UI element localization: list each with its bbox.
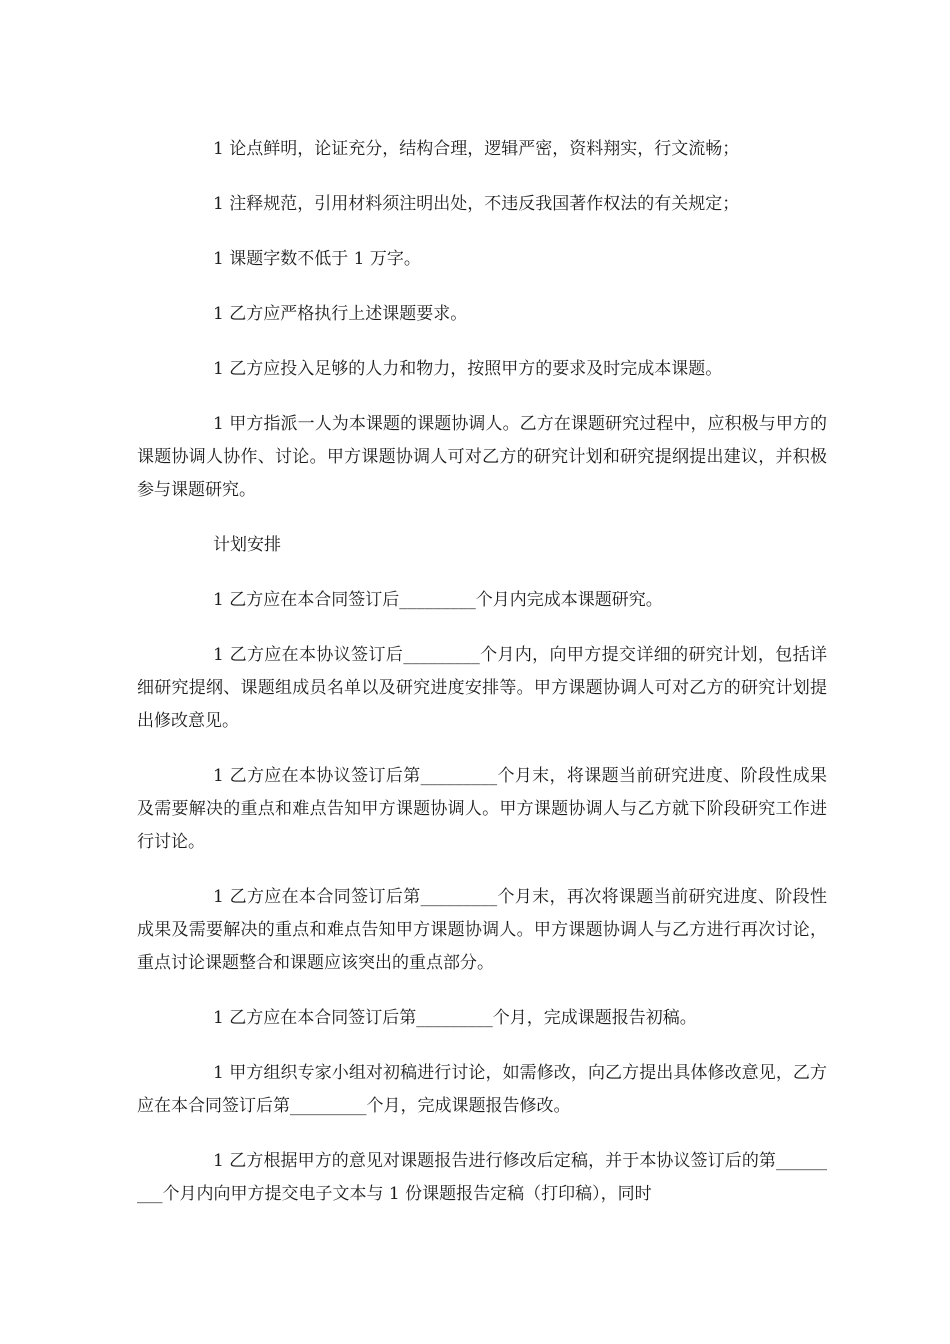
paragraph-citation-rules: 1 注释规范，引用材料须注明出处，不违反我国著作权法的有关规定； — [213, 194, 740, 214]
paragraph-word-count: 1 课题字数不低于 1 万字。 — [213, 249, 421, 269]
section-heading-schedule: 计划安排 — [213, 535, 281, 555]
paragraph-first-draft: 1 乙方应在本合同签订后第_________个月，完成课题报告初稿。 — [213, 1008, 697, 1028]
paragraph-expert-review: 1 甲方组织专家小组对初稿进行讨论，如需修改，向乙方提出具体修改意见，乙方应在本合同签订后第_________个月，完成课题报告修改。 — [137, 1063, 827, 1116]
paragraph-coordinator: 1 甲方指派一人为本课题的课题协调人。乙方在课题研究过程中，应积极与甲方的课题协调人协作、讨论。甲方课题协调人可对乙方的研究计划和研究提纲提出建议，并积极参与课题研究。 — [137, 414, 827, 500]
paragraph-progress-report-2: 1 乙方应在本合同签订后第_________个月末，再次将课题当前研究进度、阶段性成果及需要解决的重点和难点告知甲方课题协调人。甲方课题协调人与乙方进行再次讨论，重点讨论课题整合和课题应该突出的重点部分。 — [137, 887, 827, 973]
paragraph-resources: 1 乙方应投入足够的人力和物力，按照甲方的要求及时完成本课题。 — [213, 359, 723, 379]
paragraph-argument-requirements: 1 论点鲜明，论证充分，结构合理，逻辑严密，资料翔实，行文流畅； — [213, 139, 740, 159]
paragraph-progress-report-1: 1 乙方应在本协议签订后第_________个月末，将课题当前研究进度、阶段性成果及需要解决的重点和难点告知甲方课题协调人。甲方课题协调人与乙方就下阶段研究工作进行讨论。 — [137, 766, 827, 852]
paragraph-final-submission: 1 乙方根据甲方的意见对课题报告进行修改后定稿，并于本协议签订后的第_________个月内向甲方提交电子文本与 1 份课题报告定稿（打印稿），同时 — [137, 1151, 827, 1204]
paragraph-strict-execution: 1 乙方应严格执行上述课题要求。 — [213, 304, 468, 324]
paragraph-completion-deadline: 1 乙方应在本合同签订后_________个月内完成本课题研究。 — [213, 590, 663, 610]
paragraph-research-plan: 1 乙方应在本协议签订后_________个月内，向甲方提交详细的研究计划，包括详细研究提纲、课题组成员名单以及研究进度安排等。甲方课题协调人可对乙方的研究计划提出修改意见。 — [137, 645, 827, 731]
